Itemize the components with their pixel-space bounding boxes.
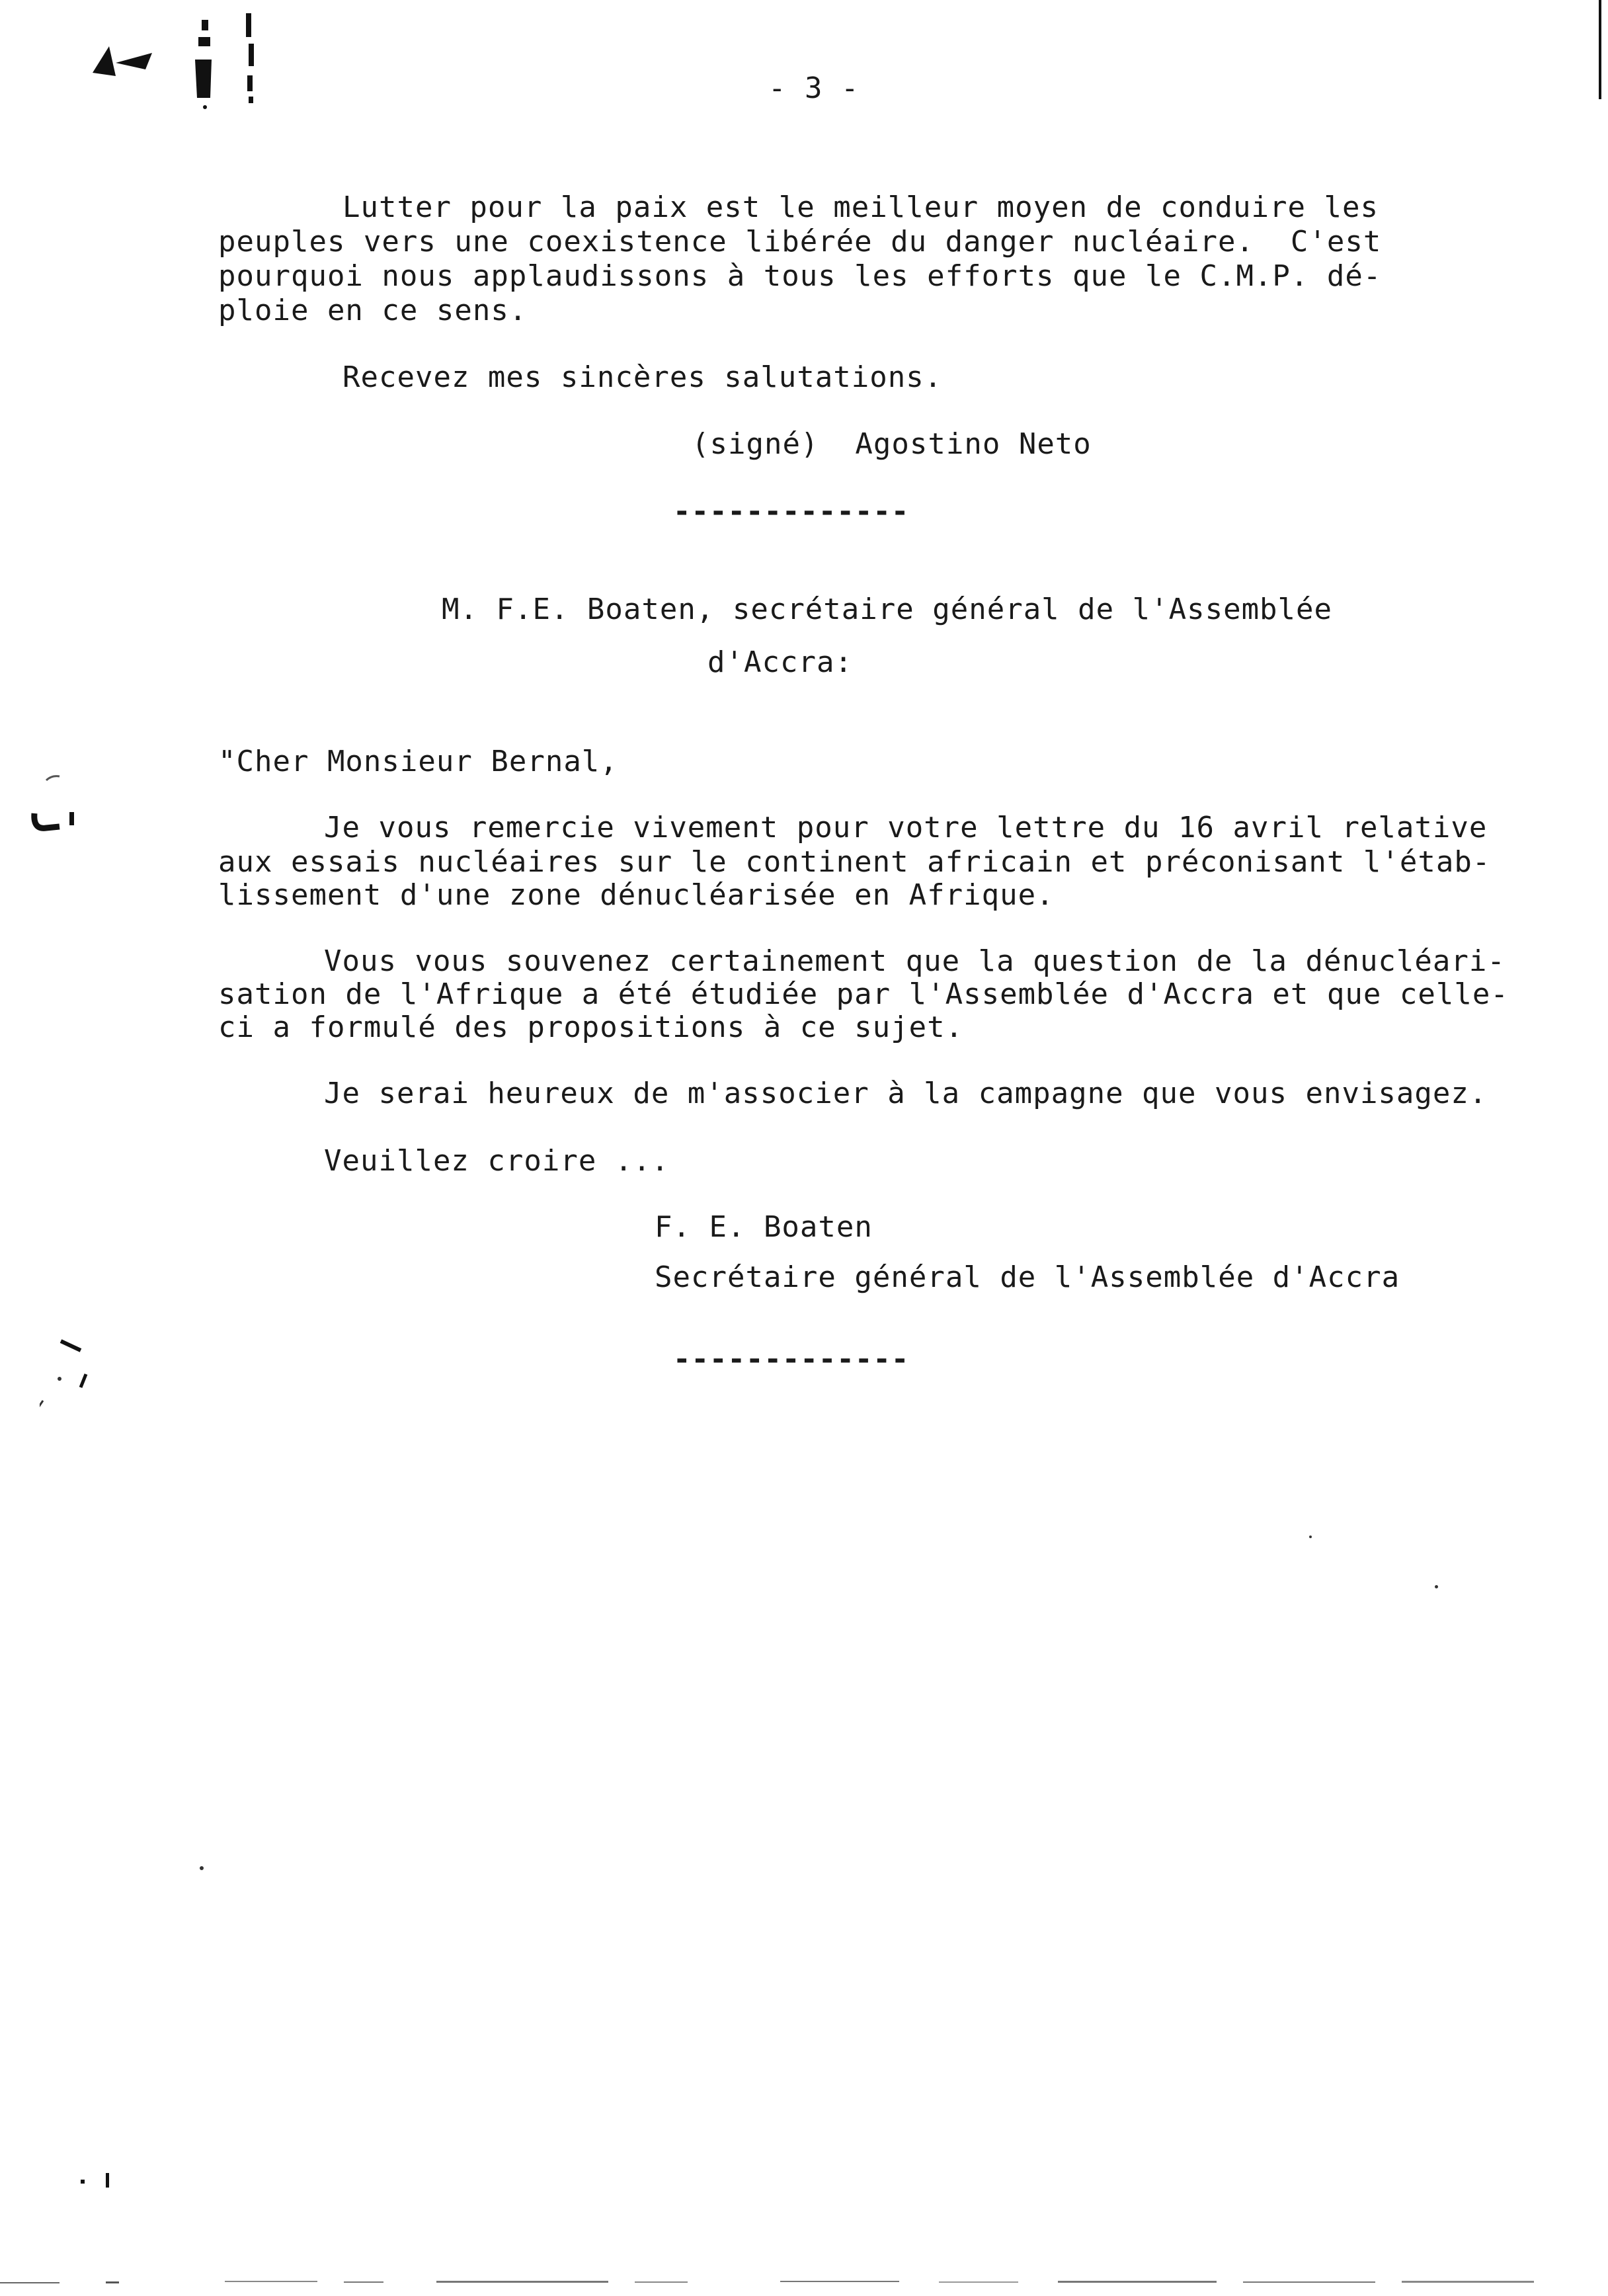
neto-paragraph-line: Lutter pour la paix est le meilleur moyen de conduire les: [342, 190, 1379, 224]
scan-speck: [106, 2173, 109, 2188]
neto-closing: Recevez mes sincères salutations.: [342, 360, 943, 394]
salutation: "Cher Monsieur Bernal,: [218, 745, 618, 778]
boaten-paragraph-line: aux essais nucléaires sur le continent africain et préconisant l'étab-: [218, 845, 1491, 879]
scan-noise: [0, 2276, 1608, 2287]
neto-signature: (signé) Agostino Neto: [692, 427, 1092, 461]
neto-paragraph-line: ploie en ce sens.: [218, 294, 528, 327]
separator: -------------: [673, 1342, 910, 1376]
boaten-paragraph-line: ci a formulé des propositions à ce sujet.: [218, 1010, 964, 1044]
scan-edge-line: [1599, 0, 1601, 99]
boaten-header-line: d'Accra:: [707, 645, 853, 679]
boaten-paragraph-line: Vous vous souvenez certainement que la question de la dénucléari-: [324, 944, 1506, 978]
neto-paragraph-line: pourquoi nous applaudissons à tous les efforts que le C.M.P. dé-: [218, 259, 1382, 293]
signature-name: F. E. Boaten: [655, 1210, 873, 1244]
separator: -------------: [673, 495, 910, 528]
scan-speck: [1309, 1536, 1312, 1538]
boaten-paragraph-line: lissement d'une zone dénucléarisée en Afrique.: [218, 878, 1055, 912]
scan-speck: [81, 2180, 85, 2184]
boaten-closing: Veuillez croire ...: [324, 1144, 670, 1178]
boaten-paragraph-line: sation de l'Afrique a été étudiée par l'Assemblée d'Accra et que celle-: [218, 977, 1509, 1011]
signature-title: Secrétaire général de l'Assemblée d'Accra: [655, 1260, 1400, 1294]
scan-speck: [200, 1866, 204, 1870]
boaten-header-line: M. F.E. Boaten, secrétaire général de l'Assemblée: [442, 593, 1333, 626]
boaten-paragraph-line: Je vous remercie vivement pour votre lettre du 16 avril relative: [324, 811, 1488, 844]
neto-paragraph-line: peuples vers une coexistence libérée du danger nucléaire. C'est: [218, 225, 1382, 259]
page-number: - 3 -: [768, 71, 860, 105]
scan-speck: [1435, 1585, 1438, 1588]
boaten-paragraph-line: Je serai heureux de m'associer à la campagne que vous envisagez.: [324, 1077, 1488, 1110]
